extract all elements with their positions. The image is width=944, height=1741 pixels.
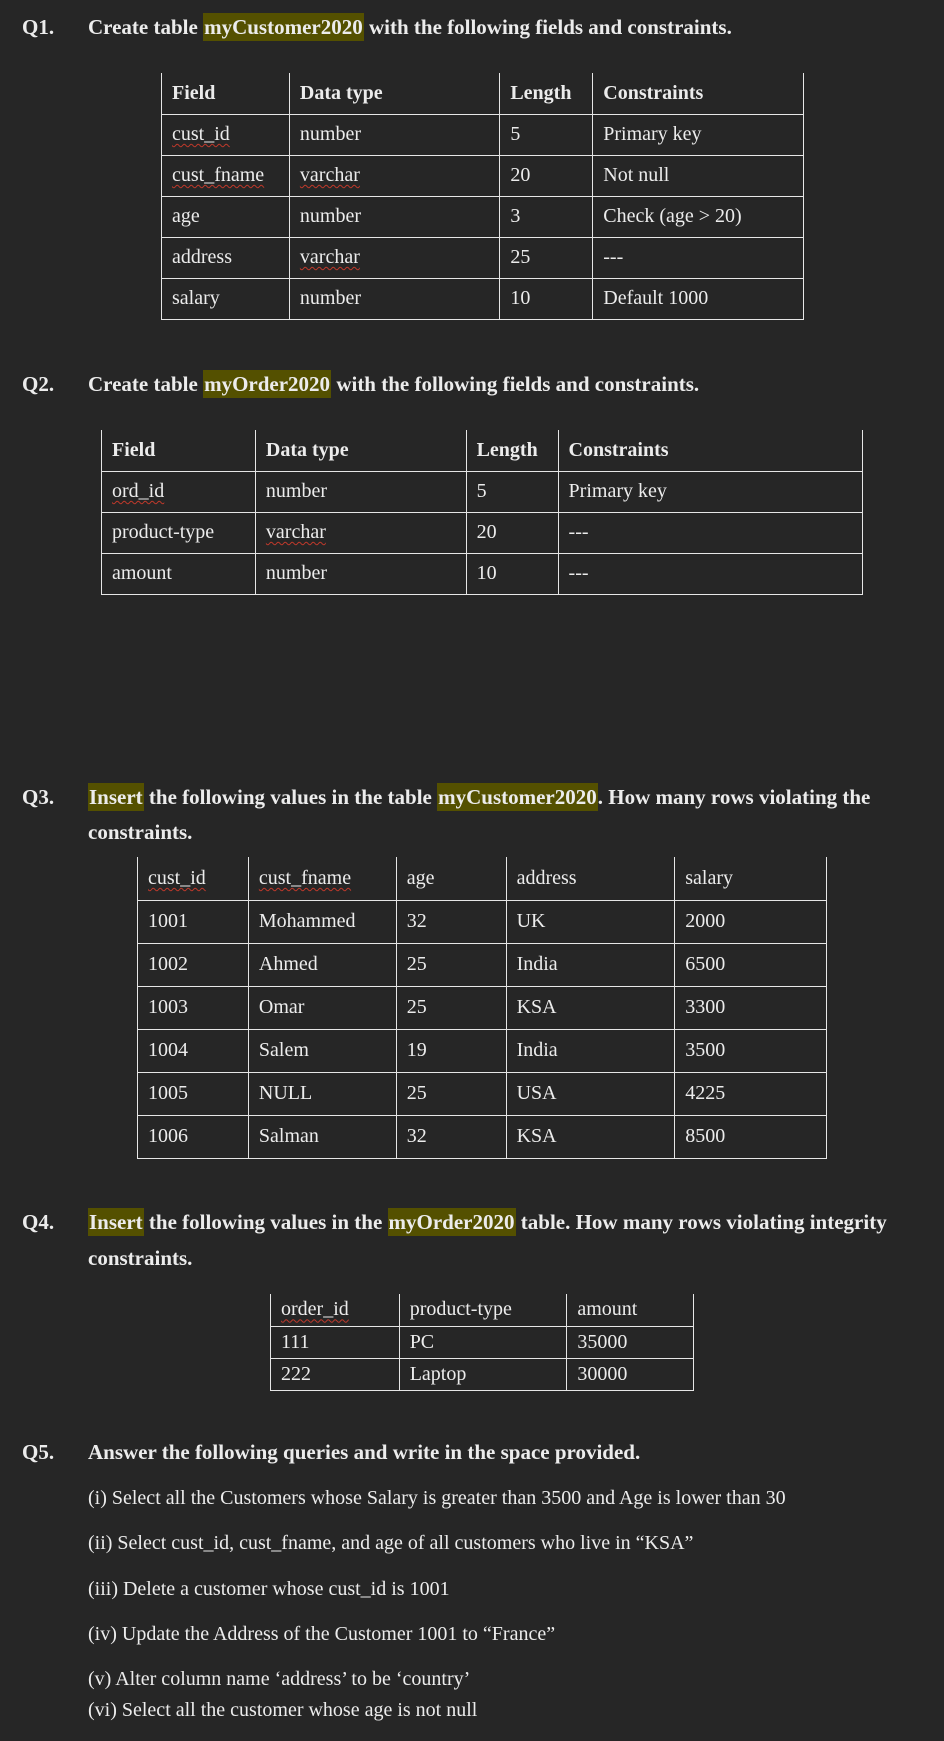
table-cell — [138, 900, 249, 943]
table-row — [102, 471, 863, 512]
table-cell — [289, 196, 499, 237]
q5-item-6: (vi) Select all the customer whose age is not null — [88, 1699, 478, 1721]
q4-table-name: myOrder2020 — [388, 1210, 515, 1234]
cell-text: 3300 — [685, 996, 726, 1018]
table-cell — [102, 512, 256, 553]
q3-text: the following values in the table — [143, 785, 438, 809]
table-cell — [506, 986, 675, 1029]
cell-text: KSA — [516, 996, 557, 1018]
cell-text: KSA — [516, 1125, 557, 1147]
cell-text: 10 — [476, 562, 497, 584]
table-cell — [500, 237, 593, 278]
table-row — [138, 986, 827, 1029]
q2-text: Create table — [88, 372, 204, 396]
cell-text: Length — [476, 438, 538, 461]
table-cell — [255, 512, 466, 553]
cell-text: 4225 — [685, 1082, 726, 1104]
q1-table — [161, 73, 804, 320]
table-header-row — [102, 430, 863, 471]
table-cell — [102, 553, 256, 594]
table-cell — [162, 278, 290, 319]
cell-text: number — [299, 287, 361, 309]
q5-item-1: (i) Select all the Customers whose Salary is greater than 3500 and Age is lower than 30 — [88, 1487, 786, 1509]
table-cell — [162, 114, 290, 155]
cell-text: Constraints — [568, 438, 669, 461]
table-cell — [567, 1326, 694, 1358]
cell-text: 3 — [510, 205, 521, 227]
cell-text: Primary key — [568, 480, 667, 502]
table-row — [138, 900, 827, 943]
table-row — [162, 114, 804, 155]
cell-text: 25 — [406, 996, 427, 1018]
cell-text: number — [265, 480, 327, 502]
q1-text-end: with the following fields and constraints. — [363, 15, 732, 39]
table-cell — [102, 430, 256, 471]
table-header-row — [138, 857, 827, 900]
table-row — [138, 943, 827, 986]
table-cell — [675, 1072, 827, 1115]
table-cell — [675, 943, 827, 986]
q1-text: Create table — [88, 15, 204, 39]
cell-text: Constraints — [603, 81, 704, 104]
table-cell — [558, 430, 862, 471]
cell-text: Data type — [265, 438, 349, 461]
q3-insert: Insert — [89, 785, 143, 809]
cell-text: Omar — [258, 996, 305, 1018]
table-row — [162, 237, 804, 278]
table-cell — [138, 1115, 249, 1158]
table-row — [138, 1115, 827, 1158]
table-cell — [593, 73, 804, 114]
table-cell — [500, 155, 593, 196]
table-cell — [567, 1358, 694, 1390]
q4-number: Q4. — [22, 1210, 55, 1234]
table-cell — [558, 553, 862, 594]
cell-text: varchar — [299, 164, 360, 186]
cell-text: salary — [172, 287, 220, 309]
table-cell — [506, 1072, 675, 1115]
q3-number: Q3. — [22, 785, 55, 809]
table-cell — [593, 237, 804, 278]
table-cell — [138, 1072, 249, 1115]
cell-text: ord_id — [112, 480, 165, 502]
q1-table-name: myCustomer2020 — [204, 15, 363, 39]
table-cell — [138, 943, 249, 986]
table-cell — [289, 237, 499, 278]
cell-text: Field — [172, 81, 216, 104]
cell-text: 25 — [406, 953, 427, 975]
table-row — [138, 1072, 827, 1115]
cell-text: 32 — [406, 1125, 427, 1147]
table-cell — [399, 1358, 567, 1390]
cell-text: Primary key — [603, 123, 702, 145]
table-cell — [289, 114, 499, 155]
table-cell — [138, 857, 249, 900]
table-cell — [396, 943, 506, 986]
table-cell — [593, 278, 804, 319]
table-cell — [248, 943, 396, 986]
table-cell — [500, 114, 593, 155]
cell-text: 35000 — [577, 1330, 628, 1353]
table-cell — [138, 1029, 249, 1072]
table-cell — [500, 278, 593, 319]
table-cell — [399, 1326, 567, 1358]
cell-text: 25 — [510, 246, 531, 268]
table-cell — [162, 237, 290, 278]
table-cell — [466, 553, 558, 594]
table-cell — [248, 1029, 396, 1072]
table-cell — [162, 155, 290, 196]
cell-text: Data type — [299, 81, 383, 104]
table-cell — [162, 73, 290, 114]
q3-table — [137, 857, 827, 1159]
table-cell — [506, 1115, 675, 1158]
cell-text: --- — [603, 246, 624, 268]
table-cell — [466, 471, 558, 512]
table-header-row — [162, 73, 804, 114]
cell-text: 1006 — [148, 1125, 188, 1147]
cell-text: salary — [685, 866, 734, 889]
cell-text: 20 — [510, 164, 531, 186]
table-cell — [396, 900, 506, 943]
q2-table-name: myOrder2020 — [204, 372, 331, 396]
cell-text: 2000 — [685, 910, 726, 932]
table-cell — [675, 1029, 827, 1072]
q4-insert: Insert — [89, 1210, 143, 1234]
table-cell — [271, 1326, 400, 1358]
q4-line2: constraints. — [88, 1246, 193, 1270]
table-cell — [289, 155, 499, 196]
cell-text: Default 1000 — [603, 287, 709, 309]
cell-text: cust_fname — [258, 866, 352, 889]
cell-text: number — [265, 562, 327, 584]
cell-text: 19 — [406, 1039, 427, 1061]
cell-text: Length — [510, 81, 572, 104]
table-cell — [248, 857, 396, 900]
cell-text: 8500 — [685, 1125, 726, 1147]
table-cell — [500, 73, 593, 114]
cell-text: Check (age > 20) — [603, 205, 742, 227]
q2-table — [101, 430, 863, 595]
cell-text: product-type — [112, 521, 215, 543]
table-header-row — [271, 1294, 694, 1326]
q5-item-4: (iv) Update the Address of the Customer 1001 to “France” — [88, 1623, 556, 1645]
cell-text: 1003 — [148, 996, 188, 1018]
table-cell — [593, 114, 804, 155]
table-cell — [271, 1358, 400, 1390]
cell-text: product-type — [409, 1298, 512, 1321]
table-cell — [675, 857, 827, 900]
table-cell — [289, 278, 499, 319]
table-cell — [675, 986, 827, 1029]
cell-text: Ahmed — [258, 953, 318, 975]
q2-text-end: with the following fields and constraints. — [331, 372, 700, 396]
table-cell — [466, 512, 558, 553]
table-cell — [500, 196, 593, 237]
q3-table-name: myCustomer2020 — [438, 785, 597, 809]
q5-item-5: (v) Alter column name ‘address’ to be ‘country’ — [88, 1668, 471, 1690]
q4-table — [270, 1294, 694, 1391]
table-cell — [593, 155, 804, 196]
table-cell — [396, 986, 506, 1029]
cell-text: varchar — [299, 246, 360, 268]
cell-text: 1001 — [148, 910, 188, 932]
table-row — [271, 1326, 694, 1358]
cell-text: Field — [112, 438, 156, 461]
cell-text: 10 — [510, 287, 531, 309]
table-cell — [558, 471, 862, 512]
table-cell — [396, 857, 506, 900]
q5-number: Q5. — [22, 1440, 55, 1464]
cell-text: 25 — [406, 1082, 427, 1104]
table-cell — [466, 430, 558, 471]
cell-text: Salem — [258, 1039, 309, 1061]
table-cell — [255, 471, 466, 512]
cell-text: Not null — [603, 164, 670, 186]
cell-text: UK — [516, 910, 546, 932]
table-cell — [102, 471, 256, 512]
cell-text: 5 — [510, 123, 521, 145]
table-cell — [255, 553, 466, 594]
cell-text: 6500 — [685, 953, 726, 975]
table-cell — [271, 1294, 400, 1326]
q1-number: Q1. — [22, 15, 55, 39]
cell-text: Mohammed — [258, 910, 356, 932]
q2-number: Q2. — [22, 372, 55, 396]
table-cell — [399, 1294, 567, 1326]
cell-text: varchar — [265, 521, 326, 543]
cell-text: Laptop — [409, 1362, 467, 1385]
q4-text-end: table. How many rows violating integrity — [515, 1210, 887, 1234]
table-row — [138, 1029, 827, 1072]
cell-text: 20 — [476, 521, 497, 543]
cell-text: address — [516, 866, 577, 889]
table-cell — [396, 1072, 506, 1115]
cell-text: USA — [516, 1082, 557, 1104]
table-row — [102, 553, 863, 594]
cell-text: 5 — [476, 480, 487, 502]
table-cell — [675, 900, 827, 943]
table-cell — [506, 1029, 675, 1072]
table-row — [271, 1358, 694, 1390]
cell-text: 30000 — [577, 1362, 628, 1385]
cell-text: number — [299, 205, 361, 227]
cell-text: 111 — [281, 1330, 310, 1353]
cell-text: age — [172, 205, 200, 227]
cell-text: amount — [112, 562, 172, 584]
table-cell — [506, 857, 675, 900]
table-cell — [289, 73, 499, 114]
cell-text: 32 — [406, 910, 427, 932]
cell-text: address — [172, 246, 232, 268]
table-cell — [162, 196, 290, 237]
cell-text: amount — [577, 1298, 638, 1321]
table-cell — [255, 430, 466, 471]
table-row — [102, 512, 863, 553]
cell-text: number — [299, 123, 361, 145]
q4-text: the following values in the — [143, 1210, 388, 1234]
q5-title: Answer the following queries and write in the space provided. — [88, 1440, 641, 1464]
q5-item-3: (iii) Delete a customer whose cust_id is 1001 — [88, 1578, 450, 1600]
table-cell — [567, 1294, 694, 1326]
table-cell — [506, 900, 675, 943]
table-row — [162, 278, 804, 319]
cell-text: 1004 — [148, 1039, 188, 1061]
table-cell — [248, 1115, 396, 1158]
q3-line2: constraints. — [88, 820, 193, 844]
cell-text: order_id — [281, 1298, 349, 1321]
table-row — [162, 155, 804, 196]
table-cell — [248, 1072, 396, 1115]
cell-text: --- — [568, 521, 589, 543]
cell-text: --- — [568, 562, 589, 584]
cell-text: Salman — [258, 1125, 319, 1147]
table-cell — [593, 196, 804, 237]
table-cell — [248, 900, 396, 943]
cell-text: cust_fname — [172, 164, 265, 186]
table-cell — [138, 986, 249, 1029]
cell-text: age — [406, 866, 435, 889]
cell-text: PC — [409, 1330, 435, 1353]
q3-text-end: . How many rows violating the — [597, 785, 871, 809]
cell-text: India — [516, 1039, 558, 1061]
cell-text: cust_id — [148, 866, 206, 889]
table-cell — [675, 1115, 827, 1158]
cell-text: NULL — [258, 1082, 313, 1104]
cell-text: 1005 — [148, 1082, 188, 1104]
cell-text: 222 — [281, 1362, 311, 1385]
table-row — [162, 196, 804, 237]
table-cell — [558, 512, 862, 553]
cell-text: cust_id — [172, 123, 230, 145]
table-cell — [396, 1029, 506, 1072]
table-cell — [248, 986, 396, 1029]
table-cell — [396, 1115, 506, 1158]
cell-text: 1002 — [148, 953, 188, 975]
cell-text: 3500 — [685, 1039, 726, 1061]
table-cell — [506, 943, 675, 986]
q5-item-2: (ii) Select cust_id, cust_fname, and age of all customers who live in “KSA” — [88, 1532, 694, 1554]
cell-text: India — [516, 953, 558, 975]
